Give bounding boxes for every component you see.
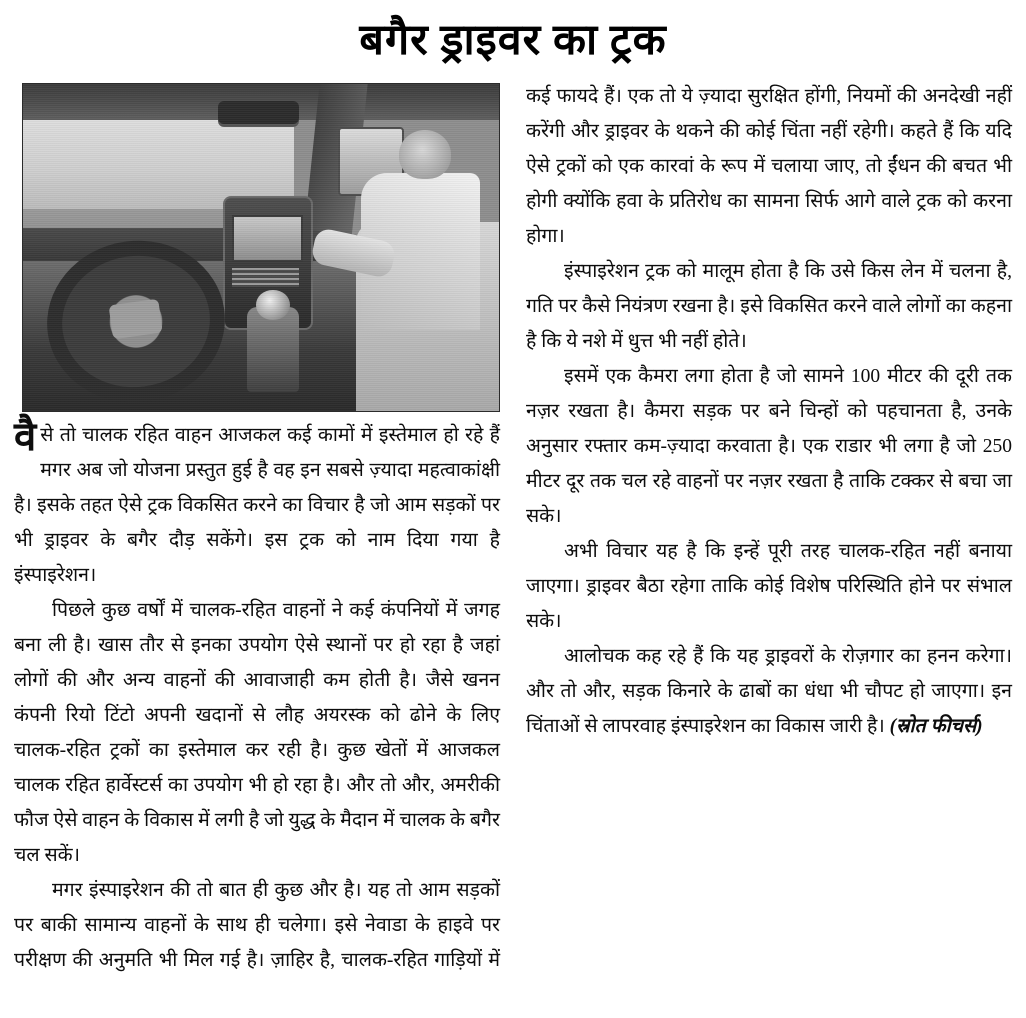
photo-console-screen [232,215,303,262]
paragraph-7-text: आलोचक कह रहे हैं कि यह ड्राइवरों के रोज़गार का हनन करेगा। और तो और, सड़क किनारे के ढाबों का धंधा भी चौपट हो जाएगा। इन चिंताओं से लापरवाह इंस्पाइरेशन का विकास जारी है। [526,646,1012,738]
paragraph-3: मगर इंस्पाइरेशन की तो बात ही कुछ और है। यह तो आम सड़कों पर बाकी सामान्य वाहनों के साथ ही चलेगा। इसे नेवाडा के हाइवे पर परीक्षण की अनुमति भी मिल गई है। ज़ाहिर है, चालक-रहित गाड़ियों में कई फायदे हैं। एक तो ये ज़्यादा सुरक्षित होंगी, नियमों की अनदेखी नहीं करेंगी और ड्राइवर के थकने की कोई चिंता नहीं रहेगी। कहते हैं कि यदि ऐसे ट्रकों को एक कारवां के रूप में चलाया जाए, तो ईंधन की बचत भी होगी क्योंकि हवा के प्रतिरोध का सामना सिर्फ आगे वाले ट्रक को करना होगा। [14,86,1012,972]
source-credit: (स्रोत फीचर्स) [889,716,983,738]
photo-driver-head [399,130,451,179]
page-title: बगैर ड्राइवर का ट्रक [359,17,667,64]
text-columns [14,79,1012,984]
photo-wheel-hub [108,299,162,340]
drop-cap: वै [14,414,37,460]
photo-air-vents [232,268,299,288]
paragraph-1-text: से तो चालक रहित वाहन आजकल कई कामों में इस्तेमाल हो रहे हैं मगर अब जो योजना प्रस्तुत हुई है वह इन सबसे ज़्यादा महत्वाकांक्षी है। इसके तहत ऐसे ट्रक विकसित करने का विचार है जो आम सड़कों पर भी ड्राइवर के बगैर दौड़ सकेंगे। इस ट्रक को नाम दिया गया है इंस्पाइरेशन। [14,425,500,587]
paragraph-6: अभी विचार यह है कि इन्हें पूरी तरह चालक-रहित नहीं बनाया जाएगा। ड्राइवर बैठा रहेगा ताकि कोई विशेष परिस्थिति होने पर संभाल सके। [526,541,1012,633]
paragraph-5: इसमें एक कैमरा लगा होता है जो सामने 100 मीटर की दूरी तक नज़र रखता है। कैमरा सड़क पर बने चिन्हों को पहचानता है, उनके अनुसार रफ्तार कम-ज़्यादा करवाता है। एक राडार भी लगा है जो 250 मीटर दूर तक चल रहे वाहनों पर नज़र रखता है ताकि टक्कर से बचा जा सके। [526,366,1012,528]
photo-shift-knob [256,290,289,319]
paragraph-2: पिछले कुछ वर्षों में चालक-रहित वाहनों ने कई कंपनियों में जगह बना ली है। खास तौर से इनका उपयोग ऐसे स्थानों पर हो रहा है जहां लोगों की और अन्य वाहनों की आवाजाही कम होती है। जैसे खनन कंपनी रियो टिंटो अपनी खदानों से लौह अयरस्क को ढोने के लिए चालक-रहित ट्रकों का इस्तेमाल कर रही है। कुछ खेतों में आजकल चालक रहित हार्वेस्टर्स का उपयोग भी हो रहा है। और तो और, अमरीकी फौज ऐसे वाहन के विकास में लगी है जो युद्ध के मैदान में चालक के बगैर चल सकें। [14,600,500,867]
article-body [14,79,1012,984]
paragraph-4: इंस्पाइरेशन ट्रक को मालूम होता है कि उसे किस लेन में चलना है, गति पर कैसे नियंत्रण रखना है। इसे विकसित करने वाले लोगों का कहना है कि ये नशे में धुत्त भी नहीं होते। [526,261,1012,353]
paragraph-7 [526,639,1012,744]
article-photo [22,83,500,412]
rearview-mirror-icon [218,101,299,124]
